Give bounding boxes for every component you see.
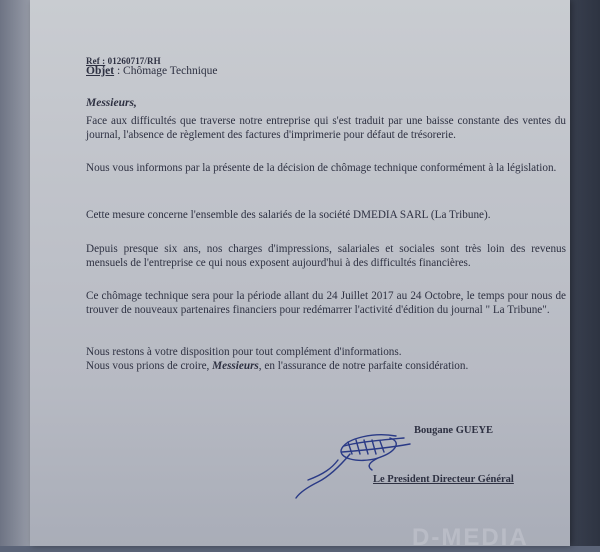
subject-value: : Chômage Technique	[116, 65, 218, 77]
paragraph: Depuis presque six ans, nos charges d'impressions, salariales et sociales sont très loin des revenus mensuels de l'entreprise ce qui nous exposent aujourd'hui à des difficultés financières.	[86, 243, 566, 269]
paragraph: Ce chômage technique sera pour la période allant du 24 Juillet 2017 au 24 Octobre, le temps pour nous de trouver de nouveaux partenaires financiers pour redémarrer l'activité d'édition du journal " La Tribune".	[86, 290, 566, 316]
reference-value: 01260717/RH	[107, 56, 161, 66]
closing-emphasis: Messieurs	[212, 359, 259, 372]
closing-line: Nous restons à votre disposition pour tout complément d'informations.	[86, 346, 402, 358]
letter-sheet	[30, 0, 570, 551]
closing-text: Nous vous prions de croire,	[86, 359, 213, 372]
paragraph: Cette mesure concerne l'ensemble des salariés de la société DMEDIA SARL (La Tribune).	[86, 209, 491, 221]
signer-name: Bougane GUEYE	[414, 425, 494, 436]
closing-paragraph	[86, 346, 566, 373]
subject-line	[86, 65, 218, 77]
paragraph: Nous vous informons par la présente de la décision de chômage technique conformément à la législation.	[86, 162, 557, 174]
closing-text: , en l'assurance de notre parfaite considération.	[258, 359, 469, 372]
reference-label: Ref :	[86, 56, 106, 66]
company-stamp: D-MEDIA	[412, 524, 529, 551]
handwritten-signature	[278, 424, 428, 506]
signer-title: Le President Directeur Général	[373, 474, 514, 485]
subject-label: Objet	[86, 65, 115, 77]
paragraph: Face aux difficultés que traverse notre entreprise qui s'est traduit par une baisse constante des ventes du journal, l'absence de règlement des factures d'imprimerie pour défaut de trésorerie.	[86, 115, 566, 141]
closing-line	[86, 360, 566, 374]
salutation: Messieurs,	[86, 97, 137, 109]
